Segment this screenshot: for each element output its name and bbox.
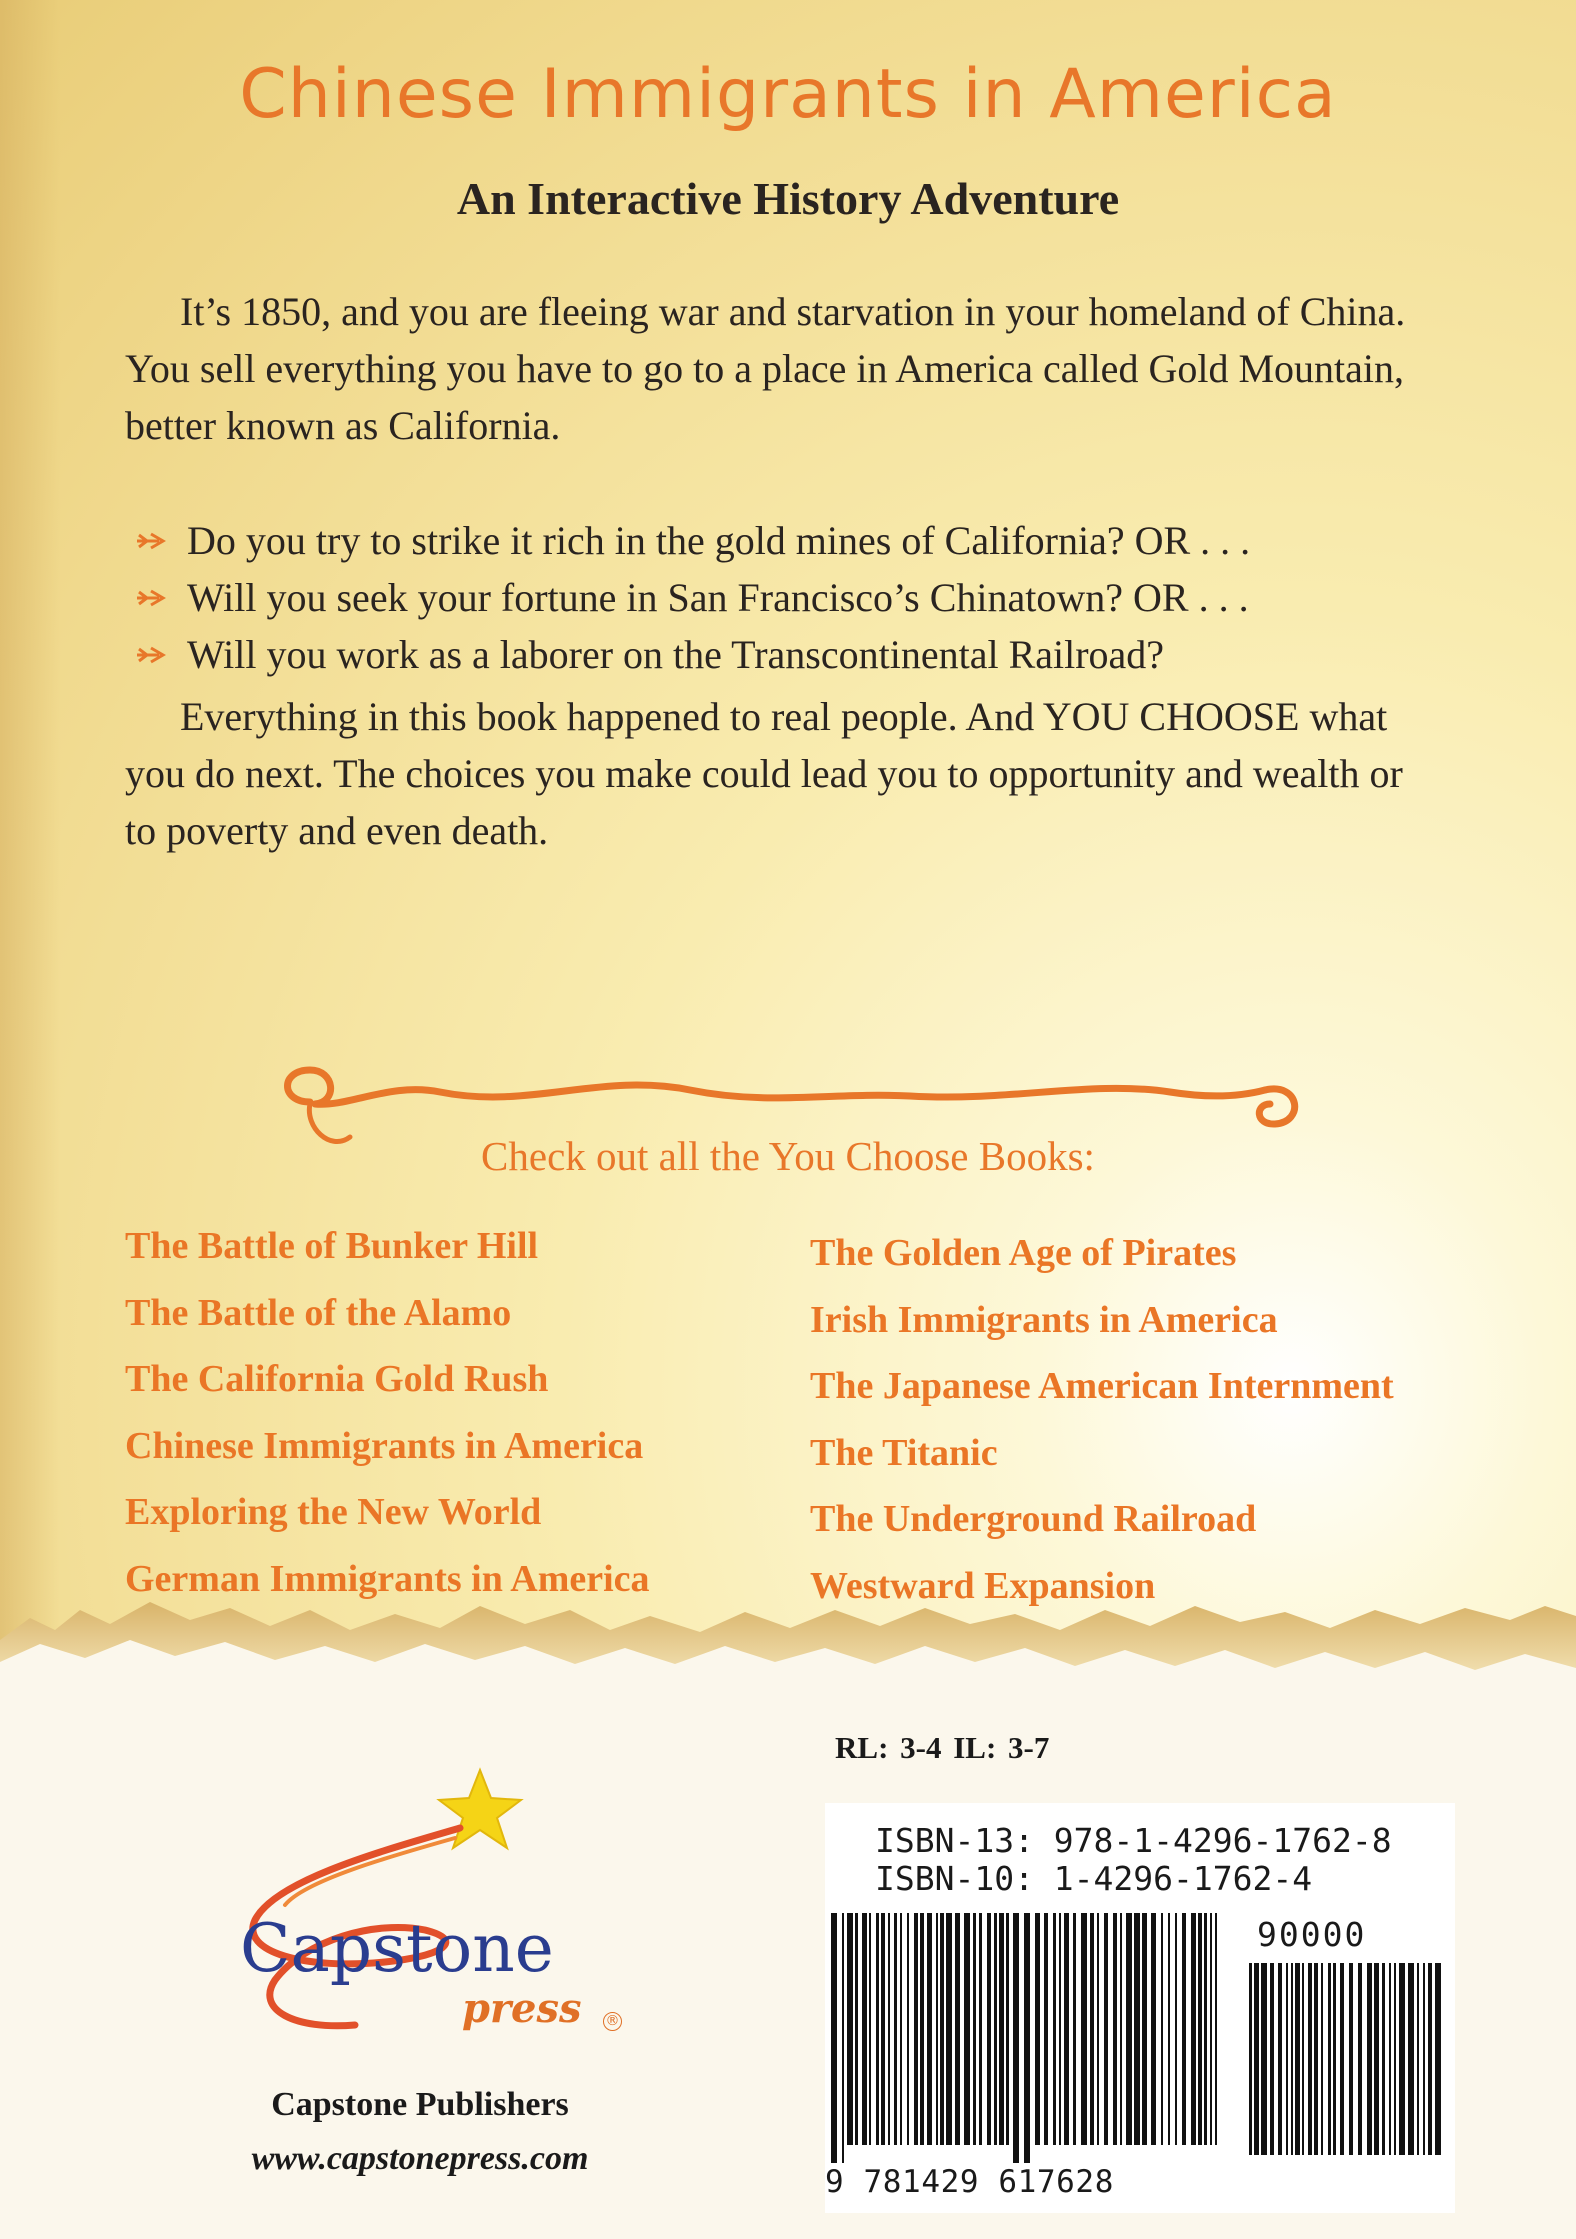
book-title: Chinese Immigrants in America xyxy=(239,55,1337,134)
series-title: Irish Immigrants in America xyxy=(810,1298,1278,1341)
choice-text: Will you seek your fortune in San Francisco’s Chinatown? OR . . . xyxy=(187,575,1249,620)
choice-item xyxy=(135,569,1250,626)
ean-digits: 9 781429 617628 xyxy=(825,2164,1114,2200)
series-title: German Immigrants in America xyxy=(125,1557,650,1600)
publisher-website: www.capstonepress.com xyxy=(251,2140,589,2177)
logo-wordmark: Capstone xyxy=(240,1910,554,1987)
isbn-10: ISBN-10: 1-4296-1762-4 xyxy=(875,1859,1313,1898)
series-title: Westward Expansion xyxy=(810,1564,1156,1607)
isbn-13: ISBN-13: 978-1-4296-1762-8 xyxy=(875,1821,1392,1860)
series-title: The Battle of Bunker Hill xyxy=(125,1225,539,1267)
series-list-right xyxy=(810,1220,1394,1619)
series-title: The Battle of the Alamo xyxy=(125,1291,512,1334)
series-title: The Titanic xyxy=(810,1431,998,1474)
choice-item xyxy=(135,626,1250,683)
price-code: 90000 xyxy=(1257,1915,1367,1954)
series-title: The California Gold Rush xyxy=(125,1358,549,1400)
series-title: The Japanese American Internment xyxy=(810,1365,1394,1407)
publisher-name: Capstone Publishers xyxy=(271,2086,569,2123)
series-heading: Check out all the You Choose Books: xyxy=(481,1133,1095,1179)
series-list-left xyxy=(125,1213,650,1612)
arrow-bullet-icon xyxy=(135,645,169,665)
closing-paragraph: Everything in this book happened to real people. And YOU CHOOSE what you do next. The choices you make could lead you to opportunity and wealth or to poverty and even death. xyxy=(125,694,1403,853)
series-title: Chinese Immigrants in America xyxy=(125,1424,644,1467)
choice-list xyxy=(135,512,1250,683)
choice-item xyxy=(135,512,1250,569)
registered-mark: ® xyxy=(603,2012,622,2031)
book-subtitle: An Interactive History Adventure xyxy=(456,173,1120,224)
barcode xyxy=(827,1913,1222,2163)
logo-press: press xyxy=(462,1985,582,2032)
choice-text: Do you try to strike it rich in the gold mines of California? OR . . . xyxy=(187,518,1251,563)
addon-barcode xyxy=(1245,1963,1450,2173)
arrow-bullet-icon xyxy=(135,531,169,551)
reading-level: RL: 3-4 IL: 3-7 xyxy=(835,1730,1050,1765)
choice-text: Will you work as a laborer on the Transcontinental Railroad? xyxy=(187,632,1165,677)
intro-paragraph: It’s 1850, and you are fleeing war and starvation in your homeland of China. You sell everything you have to go to a place in America called Gold Mountain, better known as California. xyxy=(125,289,1406,448)
arrow-bullet-icon xyxy=(135,588,169,608)
series-title: Exploring the New World xyxy=(125,1491,542,1533)
series-title: The Underground Railroad xyxy=(810,1498,1257,1540)
series-title: The Golden Age of Pirates xyxy=(810,1232,1237,1274)
barcode-panel xyxy=(825,1803,1455,2213)
